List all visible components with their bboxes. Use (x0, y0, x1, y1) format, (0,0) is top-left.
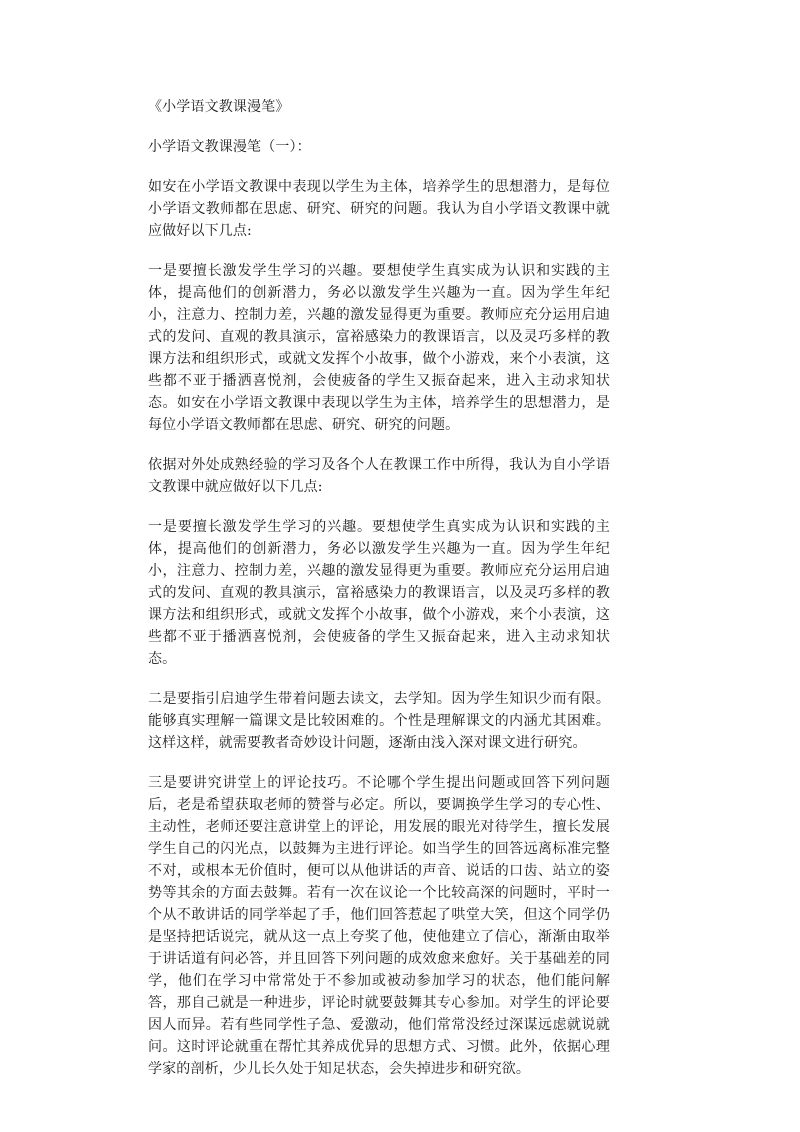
paragraph: 依据对外处成熟经验的学习及各个人在教课工作中所得，我认为自小学语文教课中就应做好以下几点: (148, 457, 610, 495)
paragraph: 二是要指引启迪学生带着问题去读文，去学知。因为学生知识少而有限。能够真实理解一篇课文是比较困难的。个性是理解课文的内涵尤其困难。这样这样，就需要教者奇妙设计问题，逐渐由浅入深对课文进行研究。 (148, 691, 610, 751)
document-body (148, 96, 610, 1098)
paragraph: 如安在小学语文教课中表现以学生为主体，培养学生的思想潜力，是每位小学语文教师都在思虑、研究、研究的问题。我认为自小学语文教课中就应做好以下几点: (148, 179, 610, 239)
paragraph: 一是要擅长激发学生学习的兴趣。要想使学生真实成为认识和实践的主体，提高他们的创新潜力，务必以激发学生兴趣为一直。因为学生年纪小，注意力、控制力差，兴趣的激发显得更为重要。教师应充分运用启迪式的发问、直观的教具演示，富裕感染力的教课语言，以及灵巧多样的教课方法和组织形式，或就文发挥个小故事，做个小游戏，来个小表演，这些都不亚于播洒喜悦剂，会使疲备的学生又振奋起来，进入主动求知状态。 (148, 519, 610, 667)
paragraph: 一是要擅长激发学生学习的兴趣。要想使学生真实成为认识和实践的主体，提高他们的创新潜力，务必以激发学生兴趣为一直。因为学生年纪小，注意力、控制力差，兴趣的激发显得更为重要。教师应充分运用启迪式的发问、直观的教具演示，富裕感染力的教课语言，以及灵巧多样的教课方法和组织形式，或就文发挥个小故事，做个小游戏，来个小表演，这些都不亚于播洒喜悦剂，会使疲备的学生又振奋起来，进入主动求知状态。如安在小学语文教课中表现以学生为主体，培养学生的思想潜力，是每位小学语文教师都在思虑、研究、研究的问题。 (148, 263, 610, 433)
paragraph: 三是要讲究讲堂上的评论技巧。不论哪个学生提出问题或回答下列问题后，老是希望获取老师的赞誉与必定。所以，要调换学生学习的专心性、主动性，老师还要注意讲堂上的评论，用发展的眼光对待学生，擅长发展学生自己的闪光点，以鼓舞为主进行评论。如当学生的回答远离标准完整不对，或根本无价值时，便可以从他讲话的声音、说话的口齿、站立的姿势等其余的方面去鼓舞。若有一次在议论一个比较高深的问题时，平时一个从不敢讲话的同学举起了手，他们回答惹起了哄堂大笑，但这个同学仍是坚持把话说完，就从这一点上夸奖了他，使他建立了信心，渐渐由取举于讲话道有问必答，并且回答下列问题的成效愈来愈好。关于基础差的同学，他们在学习中常常处于不参加或被动参加学习的状态，他们能问解答，那自己就是一种进步，评论时就要鼓舞其专心参加。对学生的评论要因人而异。若有些同学性子急、爱激动，他们常常没经过深谋远虑就说就问。这时评论就重在帮忙其养成优异的思想方式、习惯。此外，依据心理学家的剖析，少儿长久处于知足状态，会失掉进步和研究欲。 (148, 775, 610, 1077)
document-title: 《小学语文教课漫笔》 (148, 99, 290, 115)
section-heading: 小学语文教课漫笔（一）： (148, 139, 311, 155)
